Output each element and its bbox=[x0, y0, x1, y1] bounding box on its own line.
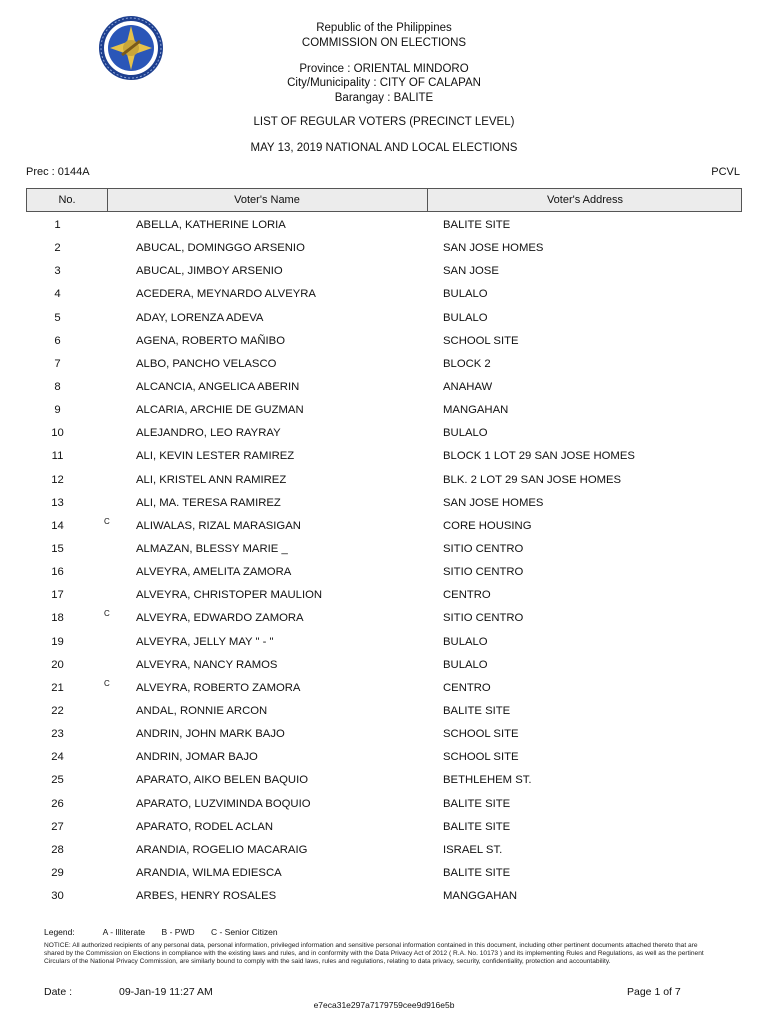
row-classification: C bbox=[104, 516, 110, 526]
legend-illiterate: A - Illiterate bbox=[102, 927, 146, 937]
table-row bbox=[26, 401, 742, 424]
voter-address: SITIO CENTRO bbox=[443, 542, 524, 555]
row-number: 5 bbox=[54, 311, 61, 324]
table-row bbox=[26, 633, 742, 656]
voter-list bbox=[26, 216, 742, 910]
voter-address: CENTRO bbox=[443, 681, 491, 694]
voter-address: BLOCK 1 LOT 29 SAN JOSE HOMES bbox=[443, 450, 635, 463]
voter-name: ALVEYRA, CHRISTOPER MAULION bbox=[136, 589, 323, 602]
voter-name: AGENA, ROBERTO MAÑIBO bbox=[136, 334, 285, 347]
table-row bbox=[26, 818, 742, 841]
row-number: 3 bbox=[54, 265, 61, 278]
table-row bbox=[26, 239, 742, 262]
table-row bbox=[26, 332, 742, 355]
voter-address: BULALO bbox=[443, 311, 488, 324]
table-row bbox=[26, 540, 742, 563]
voter-name: ARANDIA, WILMA EDIESCA bbox=[136, 866, 282, 879]
voter-address: BALITE SITE bbox=[443, 820, 511, 833]
row-number: 12 bbox=[51, 473, 64, 486]
row-number: 9 bbox=[54, 404, 61, 417]
voter-name: ACEDERA, MEYNARDO ALVEYRA bbox=[136, 288, 316, 301]
header-commission: COMMISSION ON ELECTIONS bbox=[301, 37, 467, 49]
table-row bbox=[26, 586, 742, 609]
legend-pwd: B - PWD bbox=[161, 927, 195, 937]
voter-address: BLK. 2 LOT 29 SAN JOSE HOMES bbox=[443, 473, 622, 486]
voter-name: APARATO, RODEL ACLAN bbox=[136, 820, 274, 833]
voter-address: BULALO bbox=[443, 658, 488, 671]
row-number: 30 bbox=[51, 890, 64, 903]
row-number: 10 bbox=[51, 427, 64, 440]
voter-address: SAN JOSE HOMES bbox=[443, 242, 544, 255]
table-row bbox=[26, 216, 742, 239]
voter-address: BALITE SITE bbox=[443, 219, 511, 231]
row-number: 7 bbox=[54, 357, 61, 370]
voter-name: ALCARIA, ARCHIE DE GUZMAN bbox=[136, 404, 304, 417]
voter-name: ARANDIA, ROGELIO MACARAIG bbox=[136, 843, 308, 856]
voter-address: ISRAEL ST. bbox=[443, 843, 503, 856]
voter-name: ANDRIN, JOHN MARK BAJO bbox=[136, 728, 285, 741]
table-row bbox=[26, 563, 742, 586]
table-row bbox=[26, 424, 742, 447]
row-classification: C bbox=[104, 678, 110, 688]
table-row bbox=[26, 447, 742, 470]
voter-address: SAN JOSE bbox=[443, 265, 499, 278]
row-number: 14 bbox=[51, 519, 64, 532]
list-title: LIST OF REGULAR VOTERS (PRECINCT LEVEL) bbox=[253, 116, 515, 128]
voter-address: SCHOOL SITE bbox=[443, 728, 519, 741]
row-number: 19 bbox=[51, 635, 64, 648]
row-number: 22 bbox=[51, 704, 64, 717]
voter-address: BALITE SITE bbox=[443, 704, 511, 717]
table-row bbox=[26, 841, 742, 864]
voter-name: ALI, KEVIN LESTER RAMIREZ bbox=[136, 450, 295, 463]
table-row bbox=[26, 285, 742, 308]
voter-name: ALVEYRA, AMELITA ZAMORA bbox=[136, 566, 292, 579]
table-row bbox=[26, 771, 742, 794]
row-number: 16 bbox=[51, 566, 64, 579]
row-number: 28 bbox=[51, 843, 64, 856]
table-header bbox=[26, 188, 742, 212]
row-number: 17 bbox=[51, 589, 64, 602]
row-number: 13 bbox=[51, 496, 64, 509]
header-republic: Republic of the Philippines bbox=[316, 22, 452, 34]
table-row bbox=[26, 262, 742, 285]
voter-address: SCHOOL SITE bbox=[443, 334, 519, 347]
row-number: 8 bbox=[54, 380, 61, 393]
document-hash: e7eca31e297a7179759cee9d916e5b bbox=[313, 1000, 455, 1010]
voter-name: ALVEYRA, ROBERTO ZAMORA bbox=[136, 681, 301, 694]
row-number: 27 bbox=[51, 820, 64, 833]
voter-address: BULALO bbox=[443, 635, 488, 648]
table-row bbox=[26, 517, 742, 540]
voter-name: ALI, KRISTEL ANN RAMIREZ bbox=[136, 473, 287, 486]
voter-name: ALVEYRA, NANCY RAMOS bbox=[136, 658, 278, 671]
voter-address: SITIO CENTRO bbox=[443, 612, 524, 625]
header-city: City/Municipality : CITY OF CALAPAN bbox=[287, 77, 481, 89]
row-number: 1 bbox=[54, 219, 61, 231]
table-row bbox=[26, 656, 742, 679]
row-number: 25 bbox=[51, 774, 64, 787]
voter-address: SCHOOL SITE bbox=[443, 751, 519, 764]
voter-name: ALEJANDRO, LEO RAYRAY bbox=[136, 427, 281, 440]
date-label: Date : bbox=[44, 986, 73, 998]
voter-name: ALVEYRA, EDWARDO ZAMORA bbox=[136, 612, 304, 625]
table-row bbox=[26, 471, 742, 494]
row-number: 2 bbox=[54, 242, 61, 255]
precinct-number: Prec : 0144A bbox=[26, 166, 90, 178]
voter-address: BULALO bbox=[443, 427, 488, 440]
table-row bbox=[26, 609, 742, 632]
voter-address: SAN JOSE HOMES bbox=[443, 496, 544, 509]
column-header-address: Voter's Address bbox=[546, 194, 624, 206]
voter-address: ANAHAW bbox=[443, 380, 493, 393]
row-number: 21 bbox=[51, 681, 64, 694]
voter-address: MANGAHAN bbox=[443, 404, 509, 417]
header-province: Province : ORIENTAL MINDORO bbox=[299, 63, 469, 75]
table-row bbox=[26, 864, 742, 887]
row-number: 29 bbox=[51, 866, 64, 879]
voter-name: ABELLA, KATHERINE LORIA bbox=[136, 219, 286, 231]
page-number: Page 1 of 7 bbox=[627, 986, 681, 998]
table-row bbox=[26, 887, 742, 910]
voter-address: BETHLEHEM ST. bbox=[443, 774, 532, 787]
table-row bbox=[26, 355, 742, 378]
election-title: MAY 13, 2019 NATIONAL AND LOCAL ELECTIONS bbox=[250, 142, 518, 154]
voter-address: BALITE SITE bbox=[443, 866, 511, 879]
voter-address: CENTRO bbox=[443, 589, 491, 602]
voter-name: ALIWALAS, RIZAL MARASIGAN bbox=[136, 519, 301, 532]
voter-name: ALMAZAN, BLESSY MARIE _ bbox=[136, 542, 288, 555]
voter-address: CORE HOUSING bbox=[443, 519, 532, 532]
voter-address: BULALO bbox=[443, 288, 488, 301]
voter-address: SITIO CENTRO bbox=[443, 566, 524, 579]
table-row bbox=[26, 702, 742, 725]
row-classification: C bbox=[104, 609, 110, 619]
table-row bbox=[26, 795, 742, 818]
voter-address: BALITE SITE bbox=[443, 797, 511, 810]
header-barangay: Barangay : BALITE bbox=[334, 92, 434, 104]
table-row bbox=[26, 679, 742, 702]
table-row bbox=[26, 725, 742, 748]
voter-name: ABUCAL, DOMINGGO ARSENIO bbox=[136, 242, 305, 255]
voter-address: MANGGAHAN bbox=[443, 890, 518, 903]
row-number: 23 bbox=[51, 728, 64, 741]
voter-name: ANDRIN, JOMAR BAJO bbox=[136, 751, 258, 764]
voter-name: APARATO, AIKO BELEN BAQUIO bbox=[136, 774, 309, 787]
row-number: 26 bbox=[51, 797, 64, 810]
list-code: PCVL bbox=[711, 166, 740, 178]
table-row bbox=[26, 378, 742, 401]
row-number: 4 bbox=[54, 288, 61, 301]
privacy-notice: NOTICE: All authorized recipients of any personal data, personal information, privileged information and sensitive personal information contained in this document, including other pertinent documents attached thereto that are shared by the Commission on Elections in compliance with the existing laws and rules, and in conformity with the Data Privacy Act of 2012 ( R.A. No. 10173 ) and its implementing Rules and Regulations, as well as the pertinent Circulars of the National Privacy Commission, are similarly bound to comply with the said laws, rules and regulations, relating to data privacy, security, confidentiality, protection and accountability. bbox=[44, 942, 704, 966]
legend-senior: C - Senior Citizen bbox=[210, 927, 278, 937]
voter-name: APARATO, LUZVIMINDA BOQUIO bbox=[136, 797, 311, 810]
column-header-name: Voter's Name bbox=[107, 189, 428, 211]
table-row bbox=[26, 748, 742, 771]
voter-name: ALCANCIA, ANGELICA ABERIN bbox=[136, 380, 300, 393]
row-number: 24 bbox=[51, 751, 64, 764]
voter-name: ADAY, LORENZA ADEVA bbox=[136, 311, 264, 324]
table-row bbox=[26, 309, 742, 332]
row-number: 11 bbox=[51, 450, 64, 463]
legend-label: Legend: bbox=[44, 927, 75, 937]
voter-name: ABUCAL, JIMBOY ARSENIO bbox=[136, 265, 283, 278]
row-number: 6 bbox=[54, 334, 61, 347]
voter-address: BLOCK 2 bbox=[443, 357, 491, 370]
table-row bbox=[26, 494, 742, 517]
voter-name: ANDAL, RONNIE ARCON bbox=[136, 704, 268, 717]
row-number: 18 bbox=[51, 612, 64, 625]
column-header-no: No. bbox=[27, 189, 108, 211]
date-value: 09-Jan-19 11:27 AM bbox=[119, 986, 213, 998]
row-number: 20 bbox=[51, 658, 64, 671]
row-number: 15 bbox=[51, 542, 64, 555]
voter-name: ALVEYRA, JELLY MAY " - " bbox=[136, 635, 274, 648]
voter-name: ARBES, HENRY ROSALES bbox=[136, 890, 277, 903]
voter-name: ALI, MA. TERESA RAMIREZ bbox=[136, 496, 281, 509]
legend bbox=[44, 927, 292, 937]
voter-name: ALBO, PANCHO VELASCO bbox=[136, 357, 277, 370]
